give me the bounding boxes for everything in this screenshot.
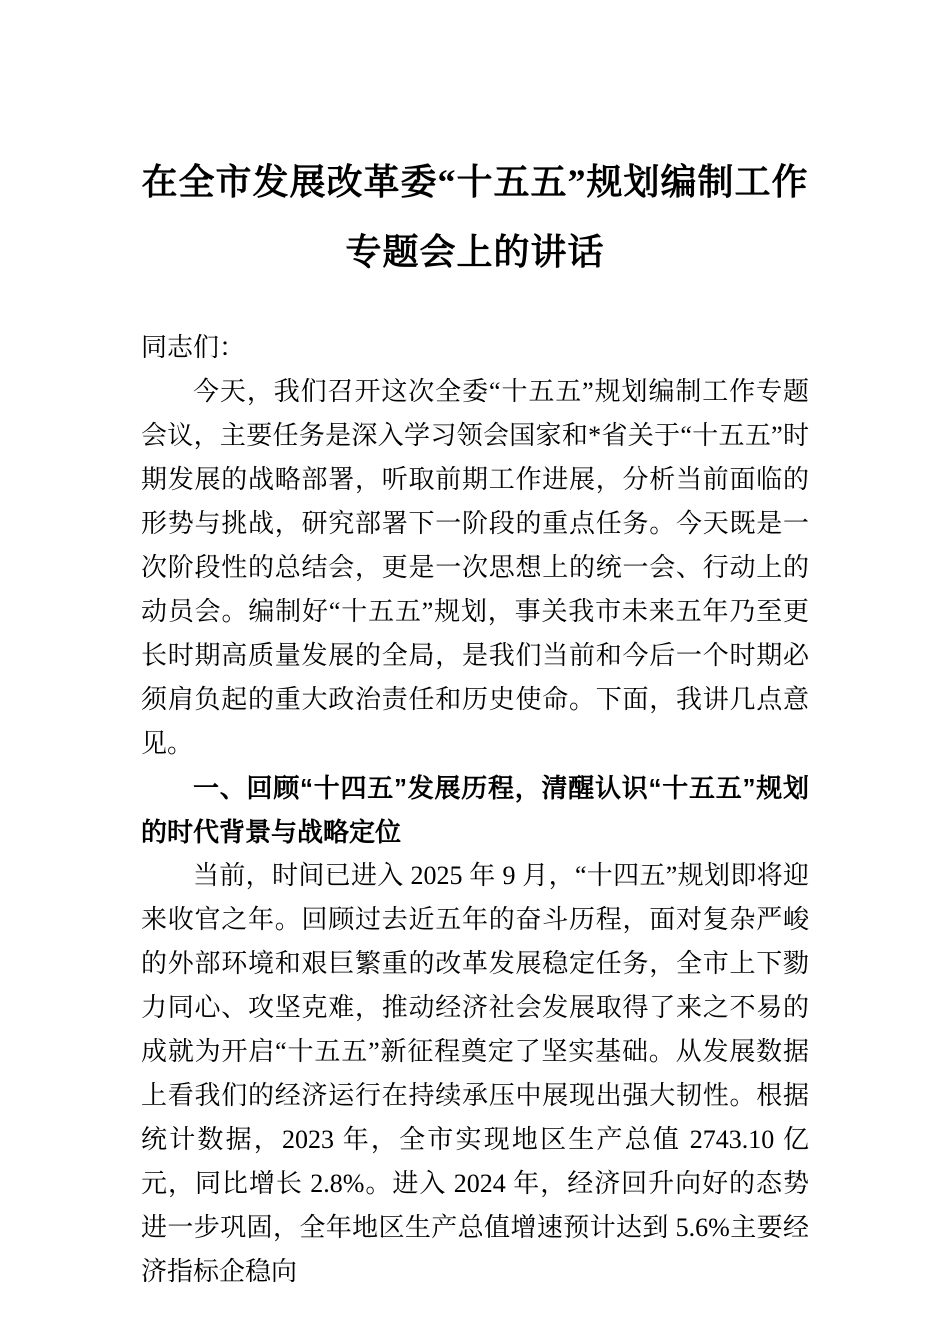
document-body [141,326,809,1294]
salutation-line: 同志们： [141,333,246,362]
paragraph-intro: 今天，我们召开这次全委“十五五”规划编制工作专题会议，主要任务是深入学习领会国家和*省关于“十五五”时期发展的战略部署，听取前期工作进展，分析当前面临的形势与挑战，研究部署下一阶段的重点任务。今天既是一次阶段性的总结会，更是一次思想上的统一会、行动上的动员会。编制好“十五五”规划，事关我市未来五年乃至更长时期高质量发展的全局，是我们当前和今后一个时期必须肩负起的重大政治责任和历史使命。下面，我讲几点意见。 [141,377,809,758]
section-heading-1: 一、回顾“十四五”发展历程，清醒认识“十五五”规划的时代背景与战略定位 [141,773,809,847]
paragraph-review: 当前，时间已进入 2025 年 9 月，“十四五”规划即将迎来收官之年。回顾过去近五年的奋斗历程，面对复杂严峻的外部环境和艰巨繁重的改革发展稳定任务，全市上下勠力同心、攻坚克难，推动经济社会发展取得了来之不易的成就为开启“十五五”新征程奠定了坚实基础。从发展数据上看我们的经济运行在持续承压中展现出强大韧性。根据统计数据，2023 年，全市实现地区生产总值 2743.10 亿元，同比增长 2.8%。进入 2024 年，经济回升向好的态势进一步巩固，全年地区生产总值增速预计达到 5.6%主要经济指标企稳向 [141,861,809,1286]
document-title: 在全市发展改革委“十五五”规划编制工作专题会上的讲话 [141,162,809,272]
